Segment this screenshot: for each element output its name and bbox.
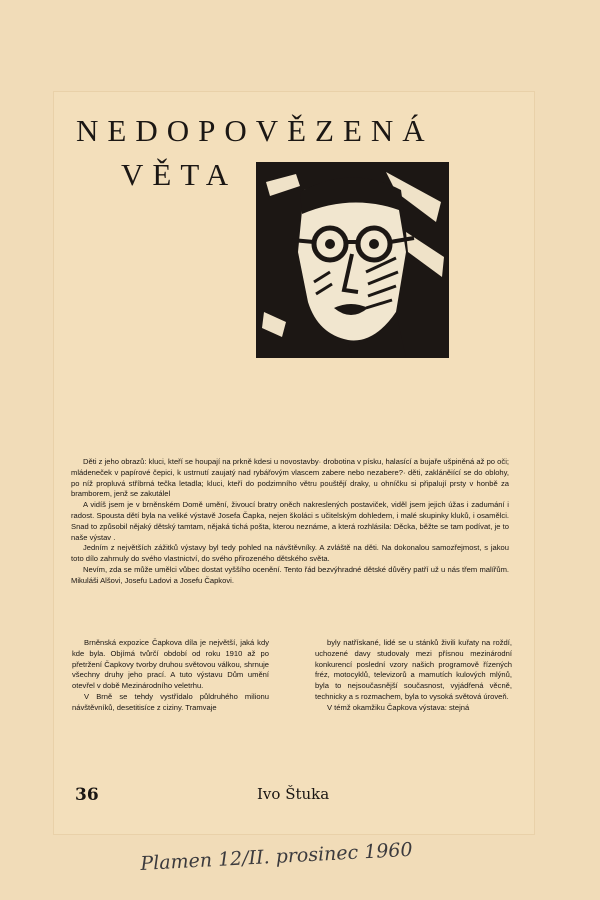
page-number: 36: [75, 785, 99, 805]
column-paragraph: V témž okamžiku Čapkova výstava: stejná: [327, 702, 470, 712]
column-paragraph: Brněnská expozice Čapkova díla je největší, jaká kdy kde byla. Objímá tvůrčí období od roku 1910 až po přetržení Čapkovy tvorby druhou světovou válkou, shrnuje všechny druhy jeho prací. A tuto výstavu Dům umění otevřel v době Mezinárodního veletrhu.: [72, 638, 269, 691]
title-line-1: NEDOPOVĚZENÁ: [76, 113, 434, 148]
title-line-2: VĚTA: [121, 157, 238, 192]
intro-paragraph: Děti z jeho obrazů: kluci, kteří se houpají na prkně kdesi u novostavby· drobotina v písku, halasící a bujaře ušpiněná až po oči; mládeneček v papírové čepici, k ustrnutí zaujatý nad rybářovým vlascem zabere nebo nezabere?· děti, zakláněiící se do oblohy, po níž propluvá stříbrná tečka letadla; kluci, kteří do podzimního větru pouštějí draky, u ohníčku si připalují prsty v honbě za bramborem, jenž se zakutálel: [71, 457, 509, 499]
right-column: [315, 638, 512, 714]
left-column: [72, 638, 269, 714]
author-name: Ivo Štuka: [257, 785, 330, 803]
woodcut-portrait: [256, 162, 449, 358]
intro-paragraph: Nevím, zda se může umělci vůbec dostat vyššího ocenění. Tento řád bezvýhradné dětské důvěry patří už u nás třem malířům. Mikuláši Alšovi, Josefu Ladovi a Josefu Čapkovi.: [71, 564, 509, 585]
intro-paragraph: A vidíš jsem je v brněnském Domě umění, živoucí bratry oněch nakreslených postaviček, viděl jsem jejich úžas i zadumání i radost. Spousta dětí byla na veliké výstavě Josefa Čapka, nejen školáci s učitelským dohledem, i malé skupinky kluků, i osamělci. Snad to způsobil nějaký dětský tamtam, nějaká tichá pošta, kterou neznáme, a která rozhlásila: Děcka, běžte se tam podívat, je to naše výstav .: [71, 500, 509, 542]
intro-text: [71, 457, 509, 587]
column-paragraph: byly natřískané, lidé se u stánků živili kuřaty na roždí, uchozené davy studovaly mezi přísnou mezinárodní konkurencí poslední vzory našich programově řízených fréz, motocyklů, televizorů a mamutích kulových mlýnů, byla to nejsoučasnější současnost, vyjádřená věcně, technicky a s rozmachem, byla to vysoká světová úroveň.: [315, 638, 512, 701]
column-paragraph: V Brně se tehdy vystřídalo půldruhého milionu návštěvníků, desetitisíce z ciziny. Tramvaje: [72, 691, 269, 712]
handwritten-annotation: [132, 822, 462, 882]
handwritten-text: Plamen 12/II. prosinec 1960: [139, 838, 414, 875]
intro-paragraph: Jedním z největších zážitků výstavy byl tedy pohled na návštěvníky. A zvláště na děti. Na dokonalou samozřejmost, s jakou toto dílo zahrnuly do svého vlastnictví, do svého přirozeného dětského světa.: [71, 543, 509, 564]
